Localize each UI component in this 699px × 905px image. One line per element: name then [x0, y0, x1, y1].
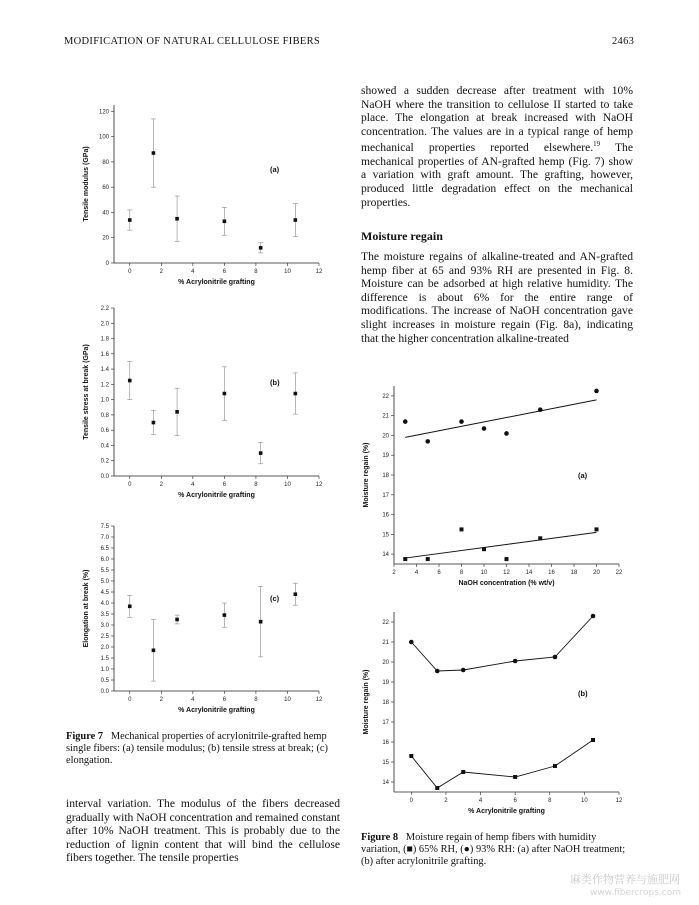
left-body-paragraph	[66, 797, 340, 865]
data-point	[223, 219, 227, 223]
x-tick-label: 2	[392, 570, 396, 576]
x-tick-label: 6	[222, 482, 227, 488]
x-tick-label: 4	[414, 570, 419, 576]
data-point-circle	[435, 669, 440, 674]
y-tick-label: 6.0	[100, 557, 109, 563]
y-tick-label: 3.5	[100, 612, 109, 618]
panel-label: (b)	[578, 689, 588, 698]
data-point-circle	[553, 655, 558, 660]
y-tick-label: 15	[382, 760, 389, 766]
fit-line	[405, 400, 596, 438]
x-tick-label: 10	[284, 269, 291, 275]
y-tick-label: 1.6	[100, 351, 109, 358]
section-heading: Moisture regain	[361, 229, 443, 243]
data-point-square	[591, 738, 595, 742]
y-tick-label: 15	[382, 532, 389, 539]
data-point	[152, 649, 156, 653]
y-axis-label: Tensile modulus (GPa)	[83, 146, 90, 222]
data-point-circle	[459, 419, 464, 424]
x-axis-label: NaOH concentration (% wt/v)	[458, 580, 555, 587]
y-tick-label: 14	[382, 552, 389, 559]
data-point-circle	[594, 389, 599, 394]
y-tick-label: 0.8	[100, 412, 109, 419]
data-point	[175, 618, 179, 622]
x-tick-label: 2	[444, 798, 448, 804]
y-tick-label: 16	[382, 740, 389, 746]
figure-8a-chart	[356, 378, 646, 598]
x-tick-label: 8	[254, 482, 258, 488]
y-tick-label: 0.4	[100, 443, 109, 450]
data-point	[294, 592, 298, 596]
watermark-text: 麻类作物营养与施肥网	[570, 873, 680, 886]
data-point	[128, 218, 132, 222]
panel-label: (a)	[270, 165, 280, 174]
x-tick-label: 12	[315, 697, 323, 703]
x-tick-label: 12	[615, 798, 623, 804]
data-point-circle	[538, 407, 543, 412]
data-point-square	[553, 764, 557, 768]
data-point	[294, 218, 298, 222]
y-tick-label: 14	[382, 780, 389, 786]
y-tick-label: 1.0	[100, 397, 109, 404]
x-tick-label: 0	[409, 798, 413, 804]
page-number: 2463	[612, 36, 635, 47]
data-point	[223, 392, 227, 396]
figure-7c-chart	[60, 518, 350, 723]
series-line	[411, 616, 593, 671]
y-tick-label: 17	[382, 492, 389, 499]
data-point	[223, 613, 227, 617]
figure-7b-chart	[60, 298, 350, 508]
x-tick-label: 6	[222, 269, 227, 275]
data-point-square	[409, 754, 413, 758]
x-axis-label: % Acrylonitrile grafting	[468, 808, 545, 815]
y-tick-label: 3.0	[100, 623, 109, 629]
data-point	[128, 605, 132, 609]
x-tick-label: 16	[548, 570, 555, 576]
x-tick-label: 12	[315, 482, 323, 488]
data-point-square	[435, 786, 439, 790]
y-tick-label: 0.0	[100, 474, 109, 480]
data-point-circle	[591, 614, 596, 619]
data-point-circle	[482, 426, 487, 431]
x-tick-label: 6	[222, 697, 227, 703]
y-tick-label: 2.0	[100, 645, 109, 651]
data-point-circle	[403, 419, 408, 424]
y-tick-label: 20	[382, 433, 389, 440]
data-point	[152, 421, 156, 425]
x-tick-label: 8	[459, 570, 464, 576]
y-axis-label: Tensile stress at break (GPa)	[83, 344, 90, 440]
y-tick-label: 4.0	[100, 601, 109, 607]
y-tick-label: 7.0	[100, 535, 109, 541]
x-tick-label: 6	[437, 570, 441, 576]
series-line	[411, 740, 593, 788]
x-tick-label: 12	[503, 570, 510, 576]
y-tick-label: 1.8	[100, 336, 109, 343]
right-top-text-2: The mechanical properties of AN-grafted hemp (Fig. 7) show a variation with graft amount. The grafting, however, produced little degradation effect on the mechanical properties.	[361, 141, 633, 209]
x-tick-label: 10	[284, 697, 291, 703]
data-point-square	[513, 775, 517, 779]
data-point	[152, 151, 156, 155]
y-tick-label: 1.0	[100, 667, 109, 673]
y-tick-label: 16	[382, 512, 389, 519]
data-point-square	[538, 536, 542, 540]
x-tick-label: 0	[128, 482, 132, 488]
watermark-url: www.fibercrops.com	[590, 888, 681, 898]
y-tick-label: 100	[98, 134, 109, 141]
y-tick-label: 21	[382, 413, 389, 420]
moisture-text: The moisture regains of alkaline-treated and AN-grafted hemp fiber at 65 and 93% RH are presented in Fig. 8. Moisture can be adsorbed at high relative humidity. The difference is about 6% for the entire range of modifications. The increase of NaOH concentration gave slight increases in moisture regain (Fig. 8a), indicating that the higher concentration alkaline-treated	[361, 250, 633, 345]
x-tick-label: 20	[593, 570, 600, 576]
data-point	[259, 246, 263, 250]
x-axis-label: % Acrylonitrile grafting	[178, 707, 255, 714]
figure-8-caption	[361, 832, 635, 869]
y-tick-label: 4.5	[100, 590, 109, 596]
x-tick-label: 18	[570, 570, 578, 576]
data-point-circle	[425, 439, 430, 444]
reference-superscript: 19	[593, 140, 601, 149]
x-tick-label: 0	[128, 269, 132, 275]
y-tick-label: 2.0	[100, 321, 109, 328]
data-point	[175, 410, 179, 414]
y-tick-label: 2.2	[100, 306, 109, 312]
data-point	[175, 217, 179, 221]
x-tick-label: 10	[284, 482, 291, 488]
x-tick-label: 4	[191, 697, 195, 703]
running-title: MODIFICATION OF NATURAL CELLULOSE FIBERS	[64, 36, 321, 47]
x-tick-label: 2	[159, 697, 163, 703]
x-tick-label: 8	[548, 798, 552, 804]
data-point	[294, 392, 298, 396]
y-tick-label: 80	[102, 159, 109, 166]
data-point-square	[426, 557, 430, 561]
x-tick-label: 0	[128, 697, 132, 703]
x-tick-label: 2	[159, 482, 163, 488]
figure-8-label: Figure 8	[361, 832, 399, 843]
figure-8-caption-text: Moisture regain of hemp fibers with humidity variation, (■) 65% RH, (●) 93% RH: (a) after NaOH treatment; (b) after acrylonitrile grafting.	[361, 832, 626, 868]
data-point-circle	[504, 431, 509, 436]
fit-line	[405, 532, 596, 558]
y-tick-label: 5.0	[100, 579, 109, 585]
y-tick-label: 22	[382, 393, 389, 400]
data-point-circle	[513, 659, 518, 664]
data-point-circle	[409, 640, 414, 645]
y-tick-label: 1.5	[100, 656, 109, 662]
data-point-square	[461, 770, 465, 774]
data-point	[128, 379, 132, 383]
y-tick-label: 60	[102, 185, 109, 192]
data-point-square	[595, 527, 599, 531]
y-tick-label: 6.5	[100, 546, 109, 552]
data-point-square	[482, 547, 486, 551]
moisture-paragraph	[361, 250, 633, 345]
y-tick-label: 0.5	[100, 678, 109, 684]
x-tick-label: 10	[480, 570, 488, 576]
panel-label: (b)	[270, 378, 280, 387]
data-point-square	[460, 527, 464, 531]
y-tick-label: 22	[382, 620, 389, 626]
data-point-square	[505, 557, 509, 561]
x-axis-label: % Acrylonitrile grafting	[178, 279, 255, 286]
x-tick-label: 4	[191, 482, 195, 488]
left-body-text: interval variation. The modulus of the fibers decreased gradually with NaOH concentration and remained constant after 10% NaOH treatment. This is probably due to the reduction of lignin content that will bind the cellulose fibers together. The tensile properties	[66, 797, 340, 865]
x-tick-label: 4	[478, 798, 483, 804]
data-point-square	[403, 557, 407, 561]
figure-7-caption	[66, 731, 342, 768]
right-top-paragraph	[361, 84, 633, 209]
right-top-text: showed a sudden decrease after treatment with 10% NaOH where the transition to cellulose II started to take place. The elongation at break increased with NaOH concentration. The values are in a typical range of hemp mechanical properties reported elsewhere.	[361, 84, 633, 155]
data-point	[259, 620, 263, 624]
data-point	[259, 451, 263, 455]
panel-label: (c)	[270, 594, 280, 603]
y-tick-label: 5.5	[100, 568, 109, 574]
figure-8b-chart	[356, 604, 646, 824]
y-axis-label: Moisture regain (%)	[363, 442, 370, 508]
y-tick-label: 20	[102, 235, 109, 242]
x-axis-label: % Acrylonitrile grafting	[178, 492, 255, 499]
y-tick-label: 0.0	[100, 689, 109, 695]
y-tick-label: 0.2	[100, 458, 109, 465]
y-tick-label: 2.5	[100, 634, 109, 640]
y-tick-label: 1.4	[100, 367, 109, 374]
figure-7a-chart	[60, 95, 350, 295]
y-axis-label: Elongation at break (%)	[83, 569, 90, 648]
x-tick-label: 10	[581, 798, 588, 804]
y-tick-label: 17	[382, 720, 389, 726]
x-tick-label: 4	[191, 269, 195, 275]
x-tick-label: 8	[254, 269, 258, 275]
y-tick-label: 0.6	[100, 428, 109, 435]
x-tick-label: 12	[315, 269, 323, 275]
y-tick-label: 18	[382, 473, 389, 479]
x-tick-label: 14	[525, 570, 533, 576]
y-tick-label: 21	[382, 640, 389, 646]
data-point-circle	[461, 668, 466, 673]
x-tick-label: 8	[254, 697, 258, 703]
y-tick-label: 1.2	[100, 382, 109, 389]
y-tick-label: 40	[102, 210, 109, 217]
y-tick-label: 20	[382, 660, 389, 666]
figure-7-caption-text: Mechanical properties of acrylonitrile-grafted hemp single fibers: (a) tensile modulus; (b) tensile stress at break; (c) elongation.	[66, 731, 328, 767]
figure-7-label: Figure 7	[66, 731, 104, 742]
y-tick-label: 120	[98, 109, 109, 116]
x-tick-label: 2	[159, 269, 163, 275]
y-tick-label: 19	[382, 453, 389, 460]
panel-label: (a)	[578, 471, 588, 480]
y-tick-label: 7.5	[100, 524, 109, 530]
y-tick-label: 0	[105, 261, 109, 267]
y-axis-label: Moisture regain (%)	[363, 669, 370, 735]
x-tick-label: 6	[513, 798, 517, 804]
x-tick-label: 22	[615, 570, 623, 576]
y-tick-label: 18	[382, 700, 389, 706]
y-tick-label: 19	[382, 680, 389, 686]
